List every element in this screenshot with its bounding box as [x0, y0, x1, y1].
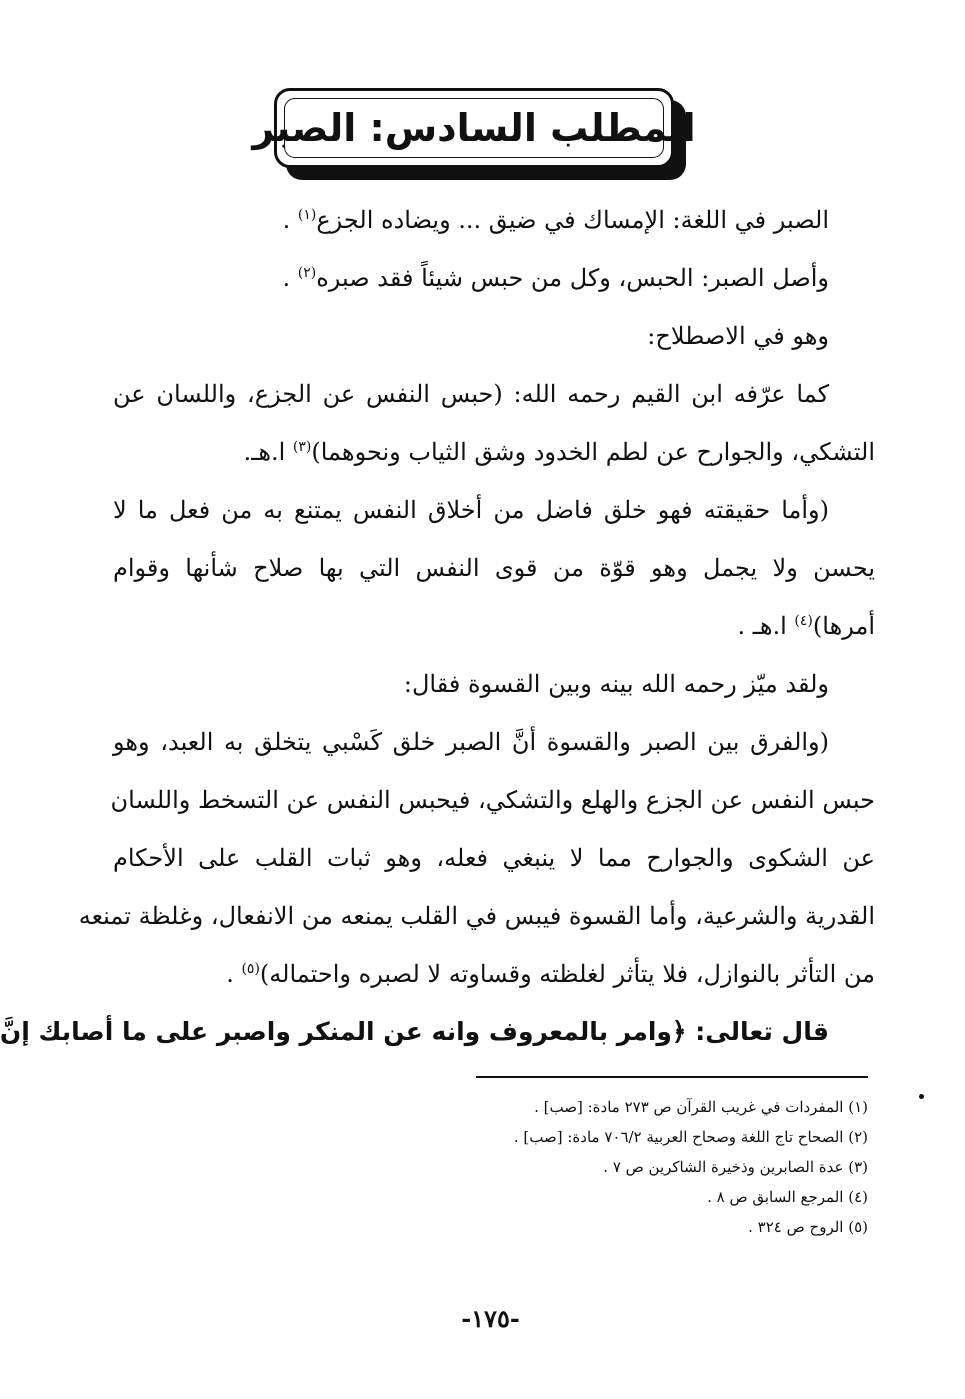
paragraph-line: ولقد ميّز رحمه الله بينه وبين القسوة فقال: — [403, 670, 829, 698]
footnote: (٥) الروح ص ٣٢٤ . — [748, 1218, 868, 1236]
title-box — [252, 88, 696, 168]
quran-verse-line: قال تعالى: ﴿وامر بالمعروف وانه عن المنكر واصبر على ما أصابك إنَّ — [0, 1017, 829, 1046]
paragraph-line: (وأما حقيقته فهو خلق فاضل من أخلاق النفس يمتنع به من فعل ما لا — [113, 496, 829, 524]
paragraph-line: عن الشكوى والجوارح مما لا ينبغي فعله، وهو ثبات القلب على الأحكام — [113, 844, 876, 872]
footnote: (٣) عدة الصابرين وذخيرة الشاكرين ص ٧ . — [603, 1158, 868, 1176]
footnotes — [448, 1092, 868, 1242]
paragraph-line: التشكي، والجوارح عن لطم الخدود وشق الثياب ونحوهما)$^{(٣)}$ ا.هـ. — [243, 438, 875, 466]
paragraph-line: القدرية والشرعية، وأما القسوة فيبس في القلب يمنعه من الانفعال، وغلظة تمنعه — [78, 902, 875, 930]
paragraph-line: كما عرّفه ابن القيم رحمه الله: (حبس النفس عن الجزع، واللسان عن — [113, 380, 829, 408]
footnote: (١) المفردات في غريب القرآن ص ٢٧٣ مادة: [صب] . — [534, 1098, 868, 1116]
paragraph-line: وأصل الصبر: الحبس، وكل من حبس شيئاً فقد صبره$^{(٢)}$ . — [282, 264, 829, 292]
footnote: (٤) المرجع السابق ص ٨ . — [707, 1188, 868, 1206]
title-box-inner-border — [252, 98, 696, 158]
footnote-divider — [476, 1076, 868, 1078]
paragraph-line: أمرها)$^{(٤)}$ ا.هـ . — [737, 612, 875, 640]
scan-speck — [919, 1094, 924, 1099]
paragraph-line: وهو في الاصطلاح: — [647, 322, 829, 350]
paragraph-line: من التأثر بالنوازل، فلا يتأثر لغلظته وقساوته لا لصبره واحتماله)$^{(٥)}$ . — [226, 960, 875, 988]
footnote-ref: (٤) — [794, 613, 813, 629]
footnote: (٢) الصحاح تاج اللغة وصحاح العربية ٧٠٦/٢ مادة: [صب] . — [513, 1128, 868, 1146]
section-title: المطلب السادس: الصبر — [252, 106, 696, 150]
paragraph-line: يحسن ولا يجمل وهو قوّة من قوى النفس التي بها صلاح شأنها وقوام — [113, 554, 875, 582]
footnote-ref: (٥) — [241, 961, 260, 977]
paragraph-line: الصبر في اللغة: الإمساك في ضيق ... ويضاده الجزع$^{(١)}$ . — [282, 206, 829, 234]
footnote-ref: (٣) — [292, 439, 312, 455]
footnote-ref: (١) — [297, 207, 317, 223]
page-number: -١٧٥- — [461, 1304, 520, 1333]
body-text — [0, 191, 876, 1061]
footnote-ref: (٢) — [297, 265, 317, 281]
paragraph-line: حبس النفس عن الجزع والهلع والتشكي، فيحبس النفس عن التسخط واللسان — [110, 786, 875, 814]
paragraph-line: (والفرق بين الصبر والقسوة أنَّ الصبر خلق كَسْبي يتخلق به العبد، وهو — [113, 728, 830, 756]
